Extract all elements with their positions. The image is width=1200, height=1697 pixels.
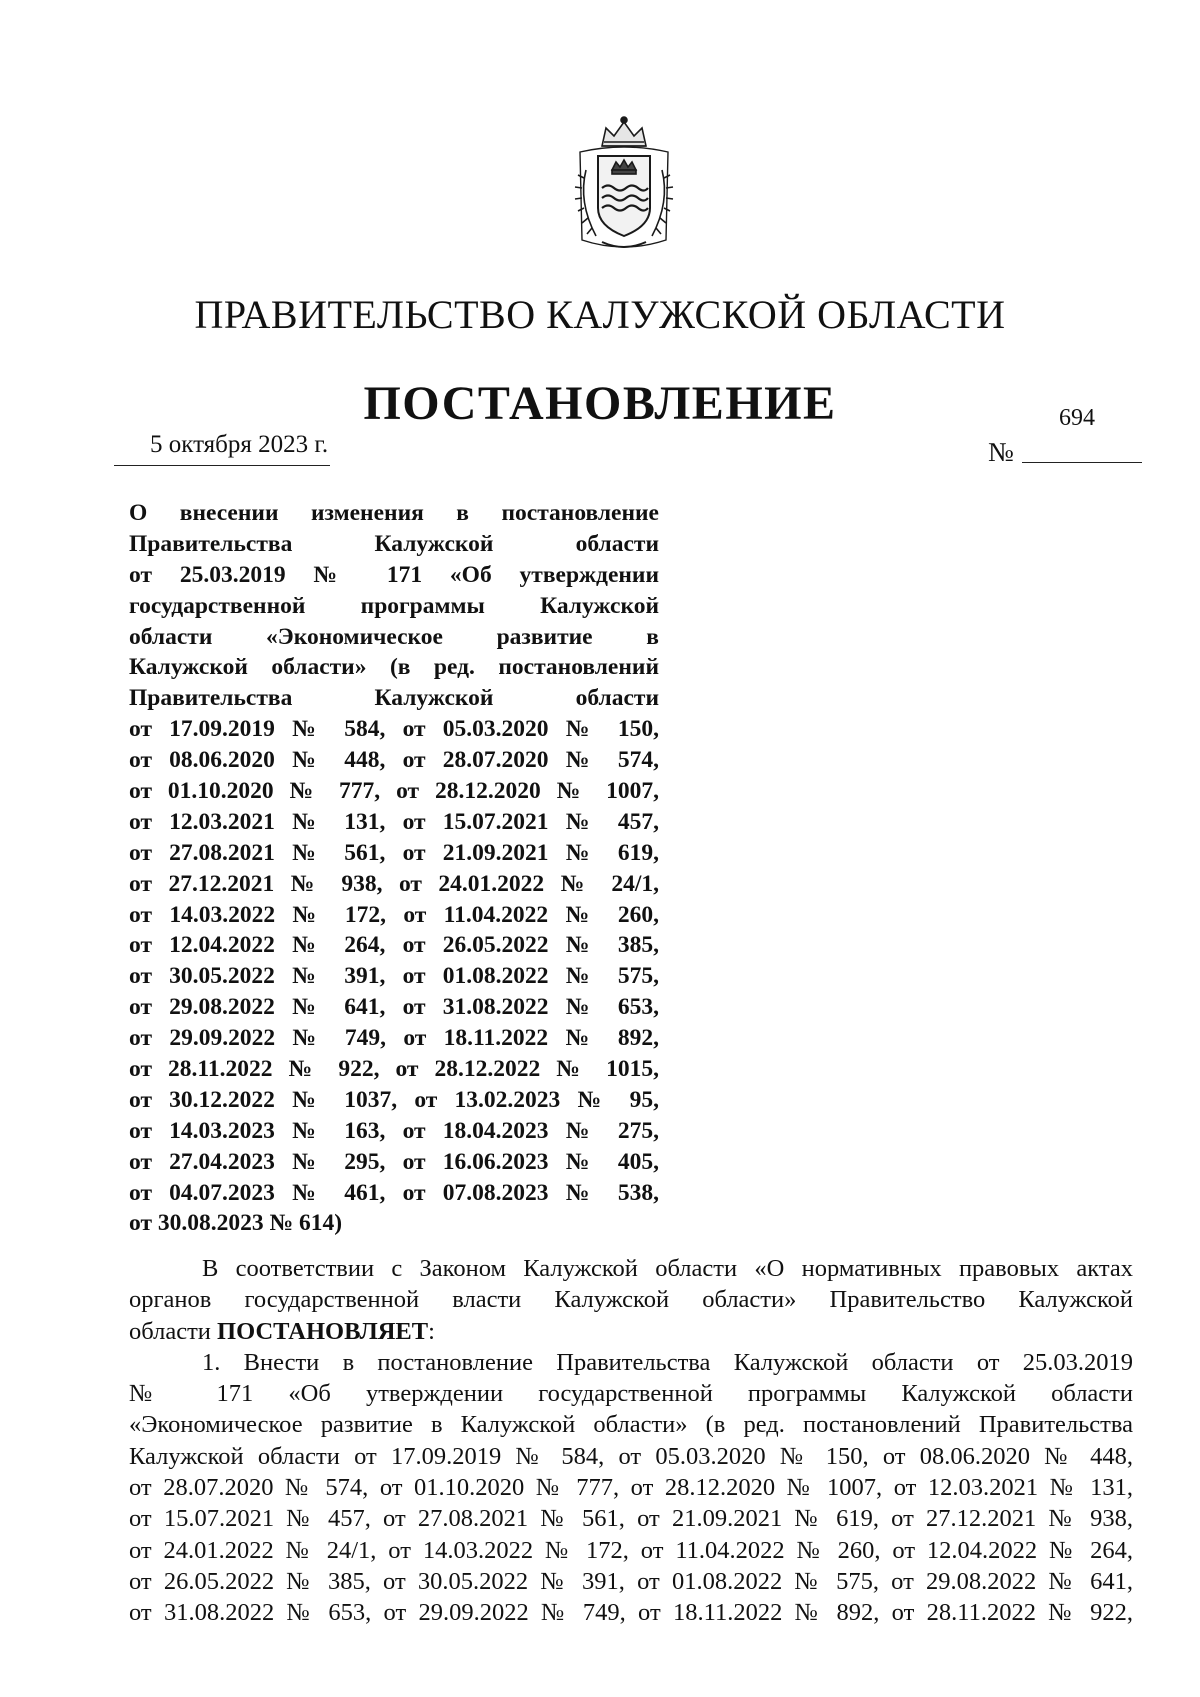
subject-line: от 14.03.2023 № 163, от 18.04.2023 № 275, bbox=[129, 1117, 659, 1144]
subject-line: Правительства Калужской области bbox=[129, 685, 659, 712]
preamble-prefix: области bbox=[129, 1317, 211, 1345]
subject-line: от 28.11.2022 № 922, от 28.12.2022 № 1015, bbox=[129, 1056, 659, 1083]
preamble-suffix: : bbox=[428, 1317, 435, 1345]
resolution-subject bbox=[129, 498, 659, 1239]
decree-word: ПОСТАНОВЛЯЕТ bbox=[217, 1317, 429, 1345]
subject-line: Калужской области» (в ред. постановлений bbox=[129, 654, 659, 681]
clause-line: от 24.01.2022 № 24/1, от 14.03.2022 № 172, от 11.04.2022 № 260, от 12.04.2022 № 264, bbox=[129, 1536, 1133, 1564]
number-label: № bbox=[988, 437, 1014, 467]
subject-line: от 27.08.2021 № 561, от 21.09.2021 № 619, bbox=[129, 839, 659, 866]
date-underline bbox=[114, 465, 330, 466]
preamble-line bbox=[129, 1316, 1133, 1347]
preamble-line: органов государственной власти Калужской области» Правительство Калужской bbox=[129, 1286, 1133, 1314]
subject-line: от 29.08.2022 № 641, от 31.08.2022 № 653, bbox=[129, 994, 659, 1021]
subject-line: от 25.03.2019 № 171 «Об утверждении bbox=[129, 561, 659, 588]
clause-line: от 31.08.2022 № 653, от 29.09.2022 № 749, от 18.11.2022 № 892, от 28.11.2022 № 922, bbox=[129, 1599, 1133, 1627]
subject-line: Правительства Калужской области bbox=[129, 530, 659, 557]
subject-line: от 17.09.2019 № 584, от 05.03.2020 № 150, bbox=[129, 716, 659, 743]
clause-line: № 171 «Об утверждении государственной программы Калужской области bbox=[129, 1380, 1133, 1408]
document-number: 694 bbox=[1059, 405, 1095, 431]
clause-line: от 28.07.2020 № 574, от 01.10.2020 № 777, от 28.12.2020 № 1007, от 12.03.2021 № 131, bbox=[129, 1474, 1133, 1502]
subject-line: от 12.03.2021 № 131, от 15.07.2021 № 457, bbox=[129, 808, 659, 835]
subject-line: от 01.10.2020 № 777, от 28.12.2020 № 1007, bbox=[129, 778, 659, 805]
subject-line: О внесении изменения в постановление bbox=[129, 500, 659, 526]
document-date: 5 октября 2023 г. bbox=[150, 431, 329, 458]
resolution-body bbox=[129, 1253, 1133, 1629]
subject-line: от 27.04.2023 № 295, от 16.06.2023 № 405, bbox=[129, 1148, 659, 1175]
subject-line: государственной программы Калужской bbox=[129, 592, 659, 619]
clause-line: от 26.05.2022 № 385, от 30.05.2022 № 391, от 01.08.2022 № 575, от 29.08.2022 № 641, bbox=[129, 1567, 1133, 1595]
coat-of-arms-icon bbox=[562, 112, 686, 258]
document-type: ПОСТАНОВЛЕНИЕ bbox=[363, 377, 837, 430]
subject-line: от 30.12.2022 № 1037, от 13.02.2023 № 95, bbox=[129, 1086, 659, 1113]
subject-line: от 30.08.2023 № 614) bbox=[129, 1210, 343, 1237]
subject-line: области «Экономическое развитие в bbox=[129, 623, 659, 650]
subject-line: от 14.03.2022 № 172, от 11.04.2022 № 260, bbox=[129, 901, 659, 928]
subject-line: от 12.04.2022 № 264, от 26.05.2022 № 385, bbox=[129, 932, 659, 959]
subject-line: от 08.06.2020 № 448, от 28.07.2020 № 574, bbox=[129, 747, 659, 774]
clause-line: от 15.07.2021 № 457, от 27.08.2021 № 561, от 21.09.2021 № 619, от 27.12.2021 № 938, bbox=[129, 1505, 1133, 1533]
clause-line: Калужской области от 17.09.2019 № 584, от 05.03.2020 № 150, от 08.06.2020 № 448, bbox=[129, 1442, 1133, 1470]
subject-line: от 27.12.2021 № 938, от 24.01.2022 № 24/1, bbox=[129, 870, 659, 897]
number-underline bbox=[1022, 462, 1142, 463]
preamble-line: В соответствии с Законом Калужской области «О нормативных правовых актах bbox=[202, 1255, 1133, 1282]
subject-line: от 29.09.2022 № 749, от 18.11.2022 № 892, bbox=[129, 1025, 659, 1052]
government-title: ПРАВИТЕЛЬСТВО КАЛУЖСКОЙ ОБЛАСТИ bbox=[194, 292, 1006, 337]
subject-line: от 30.05.2022 № 391, от 01.08.2022 № 575, bbox=[129, 963, 659, 990]
subject-line: от 04.07.2023 № 461, от 07.08.2023 № 538, bbox=[129, 1179, 659, 1206]
clause-line: «Экономическое развитие в Калужской области» (в ред. постановлений Правительства bbox=[129, 1411, 1133, 1439]
clause-line: 1. Внести в постановление Правительства Калужской области от 25.03.2019 bbox=[202, 1348, 1133, 1376]
